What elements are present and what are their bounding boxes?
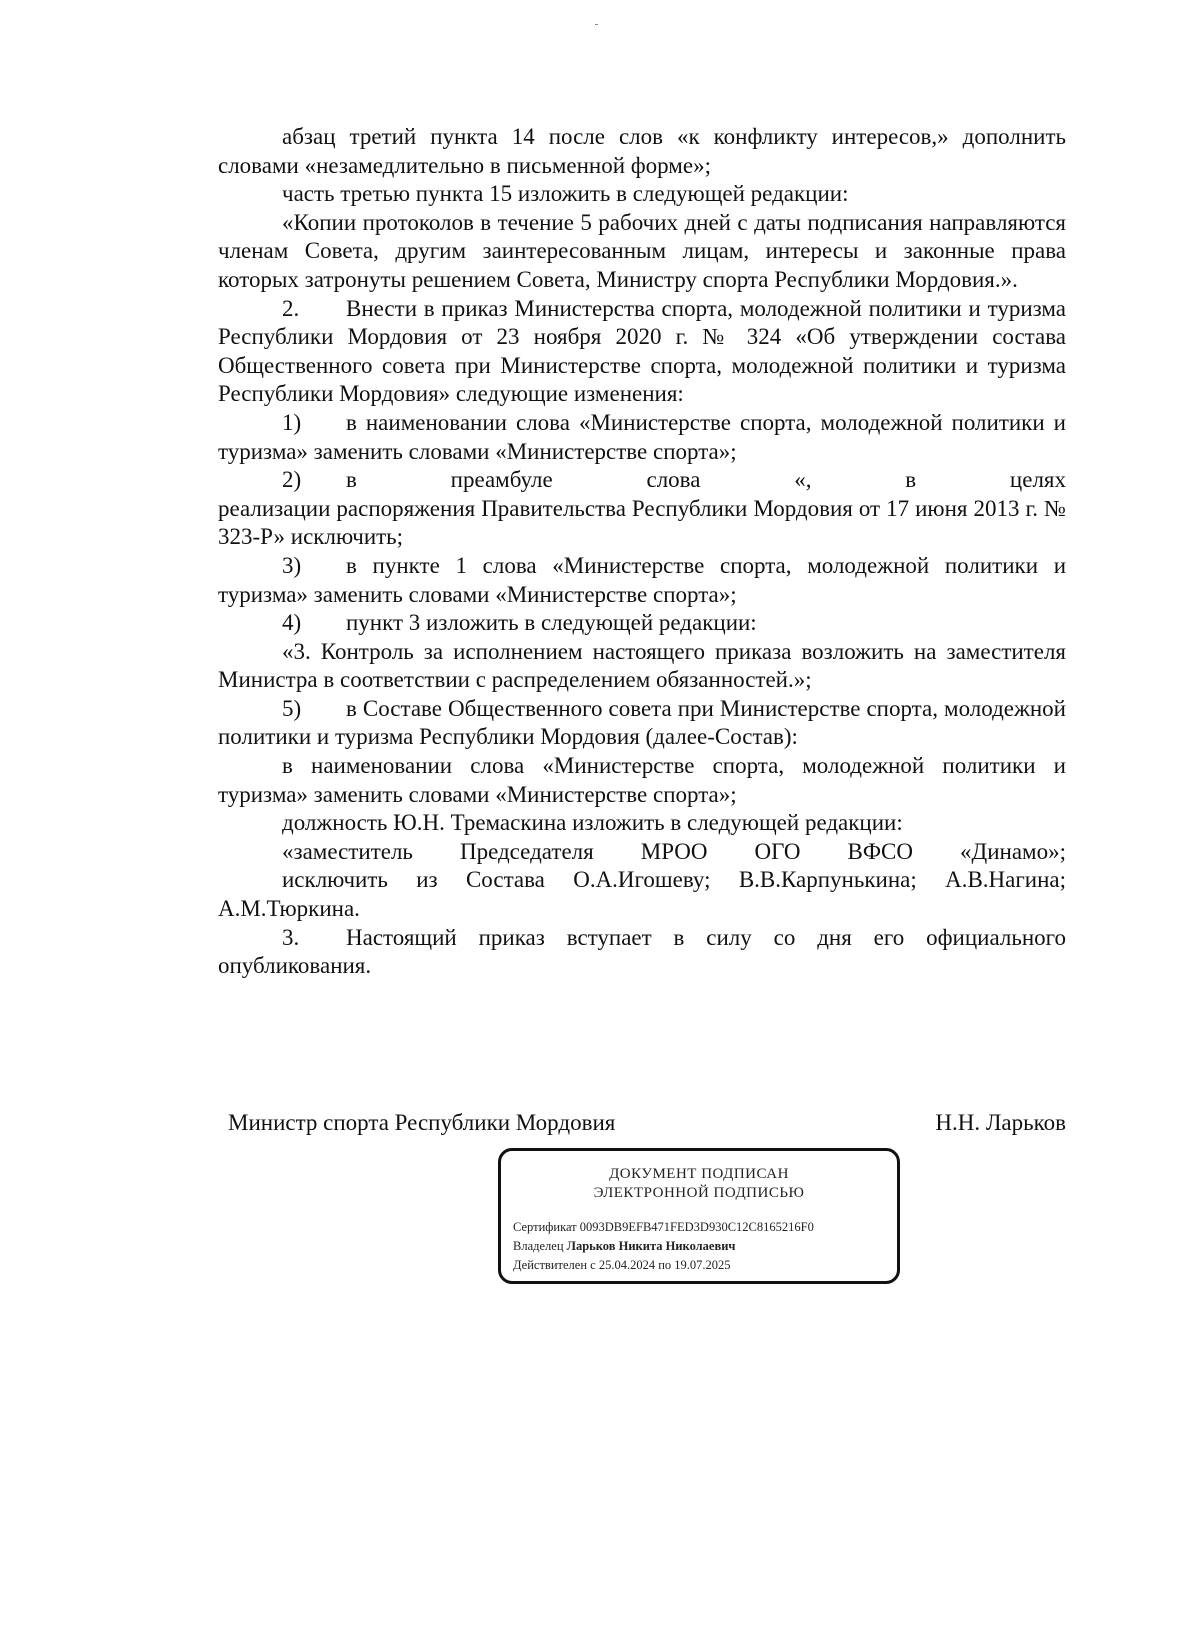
item-text: Внести в приказ Министерства спорта, молодежной политики и туризма Республики Мордовия от 23 ноября 2020 г. № 324 «Об утверждении состава Общественного совета при Министерстве спорта, молодежной политики и туризма Республики Мордовия» следующие изменения: (218, 295, 1066, 407)
item-number: 2) (282, 467, 302, 493)
paragraph: в наименовании слова «Министерстве спорта, молодежной политики и туризма» заменить словами «Министерстве спорта»; (218, 753, 1066, 807)
paragraph: исключить из Состава О.А.Игошеву; В.В.Карпунькина; А.В.Нагина; А.М.Тюркина. (218, 867, 1066, 922)
item-number: 4) (282, 610, 302, 636)
paragraph: «3. Контроль за исполнением настоящего приказа возложить на заместителя Министра в соответствии с распределением обязанностей.»; (218, 638, 1066, 693)
item-number: 1) (282, 409, 302, 435)
item-text: в преамбуле слова «, в целях (346, 467, 1066, 493)
item-text: Настоящий приказ вступает в силу со дня его официального опубликования. (218, 924, 1066, 979)
numbered-paragraph (218, 409, 1066, 466)
numbered-paragraph (218, 695, 1066, 752)
stamp-owner: Владелец Ларьков Никита Николаевич (513, 1239, 736, 1253)
numbered-paragraph (218, 924, 1066, 981)
stamp-heading-line: ДОКУМЕНТ ПОДПИСАН (609, 1166, 789, 1182)
paragraph-continuation: реализации распоряжения Правительства Республики Мордовия от 17 июня 2013 г. № 323-Р» исключить; (218, 495, 1066, 550)
stamp-certificate: Сертификат 0093DB9EFB471FED3D930C12C8165216F0 (513, 1220, 814, 1234)
document-body (218, 123, 1066, 981)
item-number: 5) (282, 695, 302, 721)
paragraph: «Копии протоколов в течение 5 рабочих дней с даты подписания направляются членам Совета, другим заинтересованным лицам, интересы и законные права которых затронуты решением Совета, Министру спорта Республики Мордовия.». (218, 209, 1066, 292)
item-number: 3. (282, 924, 300, 950)
stamp-heading-line: ЭЛЕКТРОННОЙ ПОДПИСЬЮ (593, 1185, 805, 1201)
signatory-name: Н.Н. Ларьков (935, 1110, 1066, 1135)
numbered-paragraph (218, 609, 1066, 638)
item-number: 3) (282, 552, 302, 578)
numbered-paragraph (218, 466, 1066, 495)
item-text: в Составе Общественного совета при Министерстве спорта, молодежной политики и туризма Республики Мордовия (далее-Состав): (218, 695, 1066, 750)
numbered-paragraph (218, 552, 1066, 609)
signatory-position: Министр спорта Республики Мордовия (228, 1110, 616, 1135)
stamp-validity: Действителен с 25.04.2024 по 19.07.2025 (513, 1258, 731, 1272)
item-number: 2. (282, 295, 300, 321)
paragraph: должность Ю.Н. Тремаскина изложить в следующей редакции: (282, 810, 903, 836)
stamp-heading (501, 1165, 897, 1203)
electronic-signature-stamp (498, 1148, 900, 1284)
paragraph: часть третью пункта 15 изложить в следующей редакции: (282, 181, 849, 207)
paragraph: «заместитель Председателя МРОО ОГО ВФСО «Динамо»; (282, 838, 1066, 864)
item-text: пункт 3 изложить в следующей редакции: (346, 610, 757, 636)
item-text: в наименовании слова «Министерстве спорта, молодежной политики и туризма» заменить словами «Министерстве спорта»; (218, 409, 1066, 464)
paragraph: абзац третий пункта 14 после слов «к конфликту интересов,» дополнить словами «незамедлительно в письменной форме»; (218, 124, 1066, 178)
numbered-paragraph (218, 295, 1066, 409)
page-mark (595, 24, 598, 25)
item-text: в пункте 1 слова «Министерстве спорта, молодежной политики и туризма» заменить словами «Министерстве спорта»; (218, 552, 1066, 607)
